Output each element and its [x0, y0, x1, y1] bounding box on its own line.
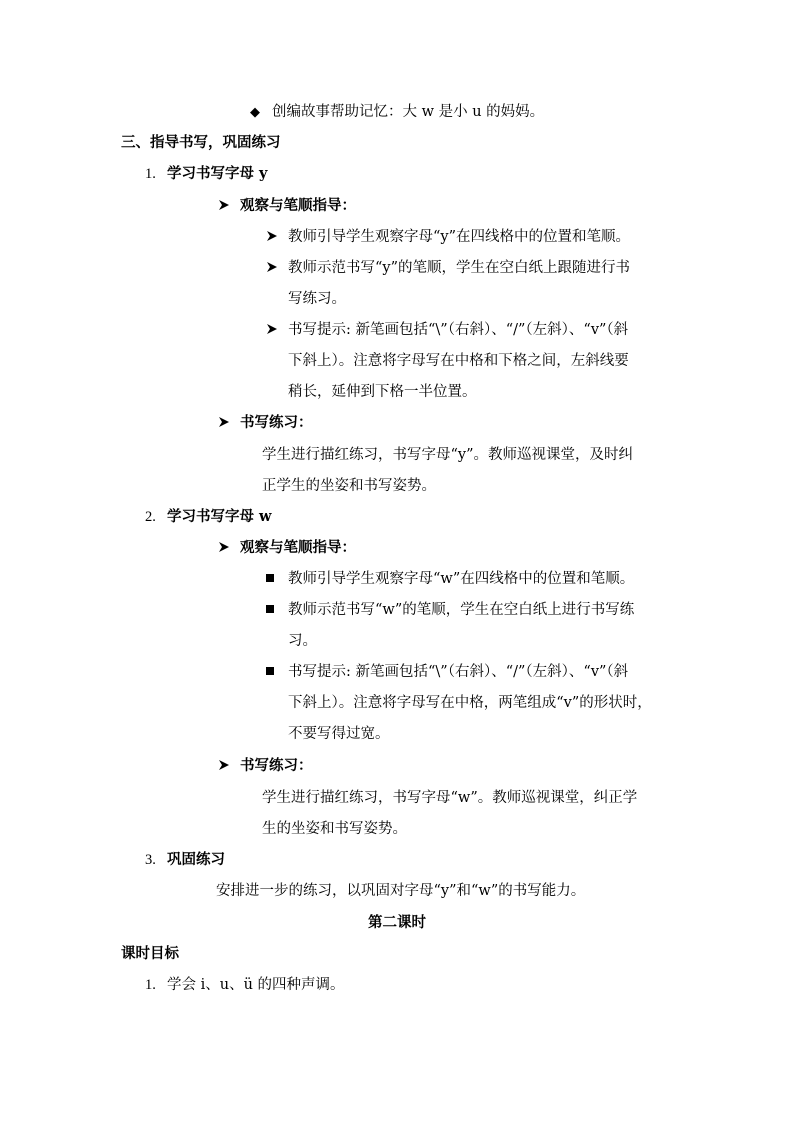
list-item: [266, 662, 628, 682]
paragraph-line: 学生进行描红练习，书写字母“w”。教师巡视课堂，纠正学: [262, 790, 638, 806]
goal-text: 学会 i、u、ü 的四种声调。: [167, 977, 345, 993]
item-title: 学习书写字母 y: [167, 165, 268, 182]
story-memory-text: 创编故事帮助记忆：大 w 是小 u 的妈妈。: [272, 104, 545, 120]
item-number: 2.: [145, 509, 156, 525]
list-item-text: 教师引导学生观察字母“w”在四线格中的位置和笔顺。: [288, 571, 635, 587]
list-item-text: 教师示范书写“w”的笔顺，学生在空白纸上进行书写练: [288, 602, 635, 618]
list-item-continuation: 写练习。: [288, 291, 346, 307]
list-item-continuation: 下斜上）。注意将字母写在中格，两笔组成“v”的形状时，: [288, 695, 652, 711]
arrow-bullet-icon: [266, 227, 288, 247]
paragraph-line: 安排进一步的练习，以巩固对字母“y”和“w”的书写能力。: [216, 883, 586, 899]
item-number: 1.: [145, 166, 156, 182]
list-item: [266, 600, 634, 620]
square-bullet-icon: [266, 600, 288, 620]
square-bullet-icon: [266, 662, 288, 682]
subheading-text: 观察与笔顺指导：: [240, 197, 356, 214]
arrow-bullet-icon: [218, 756, 240, 776]
list-item-continuation: 习。: [288, 633, 317, 649]
goal-item-1: [145, 975, 345, 995]
section-heading-goals: 课时目标: [121, 945, 179, 962]
diamond-bullet-icon: ◆: [250, 105, 260, 120]
list-item: [266, 258, 630, 278]
list-item: [266, 569, 634, 589]
arrow-bullet-icon: [218, 538, 240, 558]
arrow-bullet-icon: [218, 196, 240, 216]
list-item-text: 书写提示: 新笔画包括“\”（右斜）、“/”（左斜）、“v”（斜: [288, 664, 629, 680]
arrow-bullet-icon: [218, 413, 240, 433]
item-2-heading: [145, 507, 272, 527]
subheading-text: 书写练习：: [240, 414, 313, 431]
item-1-heading: [145, 164, 267, 184]
paragraph-line: 学生进行描红练习，书写字母“y”。教师巡视课堂，及时纠: [262, 447, 634, 463]
list-item-continuation: 下斜上）。注意将字母写在中格和下格之间，左斜线要: [288, 353, 629, 369]
item-number: 1.: [145, 977, 156, 993]
subheading-text: 书写练习：: [240, 757, 313, 774]
subheading-observe-y: [218, 196, 356, 216]
list-item-continuation: 不要写得过宽。: [288, 726, 390, 742]
item-3-heading: [145, 850, 225, 870]
lesson-heading: 第二课时: [368, 914, 426, 931]
list-item-text: 书写提示: 新笔画包括“\”（右斜）、“/”（左斜）、“v”（斜: [288, 322, 629, 338]
subheading-practice-y: [218, 413, 313, 433]
square-bullet-icon: [266, 569, 288, 589]
item-number: 3.: [145, 852, 156, 868]
paragraph-line: 正学生的坐姿和书写姿势。: [262, 478, 436, 494]
item-title: 学习书写字母 w: [167, 508, 272, 525]
section-heading-3: 三、指导书写，巩固练习: [121, 134, 281, 151]
arrow-bullet-icon: [266, 320, 288, 340]
item-title: 巩固练习: [167, 851, 225, 868]
arrow-bullet-icon: [266, 258, 288, 278]
list-item-text: 教师示范书写“y”的笔顺，学生在空白纸上跟随进行书: [288, 260, 631, 276]
list-item: [266, 227, 630, 247]
subheading-practice-w: [218, 756, 313, 776]
list-item-continuation: 稍长，延伸到下格一半位置。: [288, 384, 477, 400]
list-item-text: 教师引导学生观察字母“y”在四线格中的位置和笔顺。: [288, 229, 631, 245]
list-item: [266, 320, 628, 340]
paragraph-line: 生的坐姿和书写姿势。: [262, 821, 407, 837]
diamond-bullet-line: [250, 102, 544, 123]
subheading-text: 观察与笔顺指导：: [240, 539, 356, 556]
subheading-observe-w: [218, 538, 356, 558]
